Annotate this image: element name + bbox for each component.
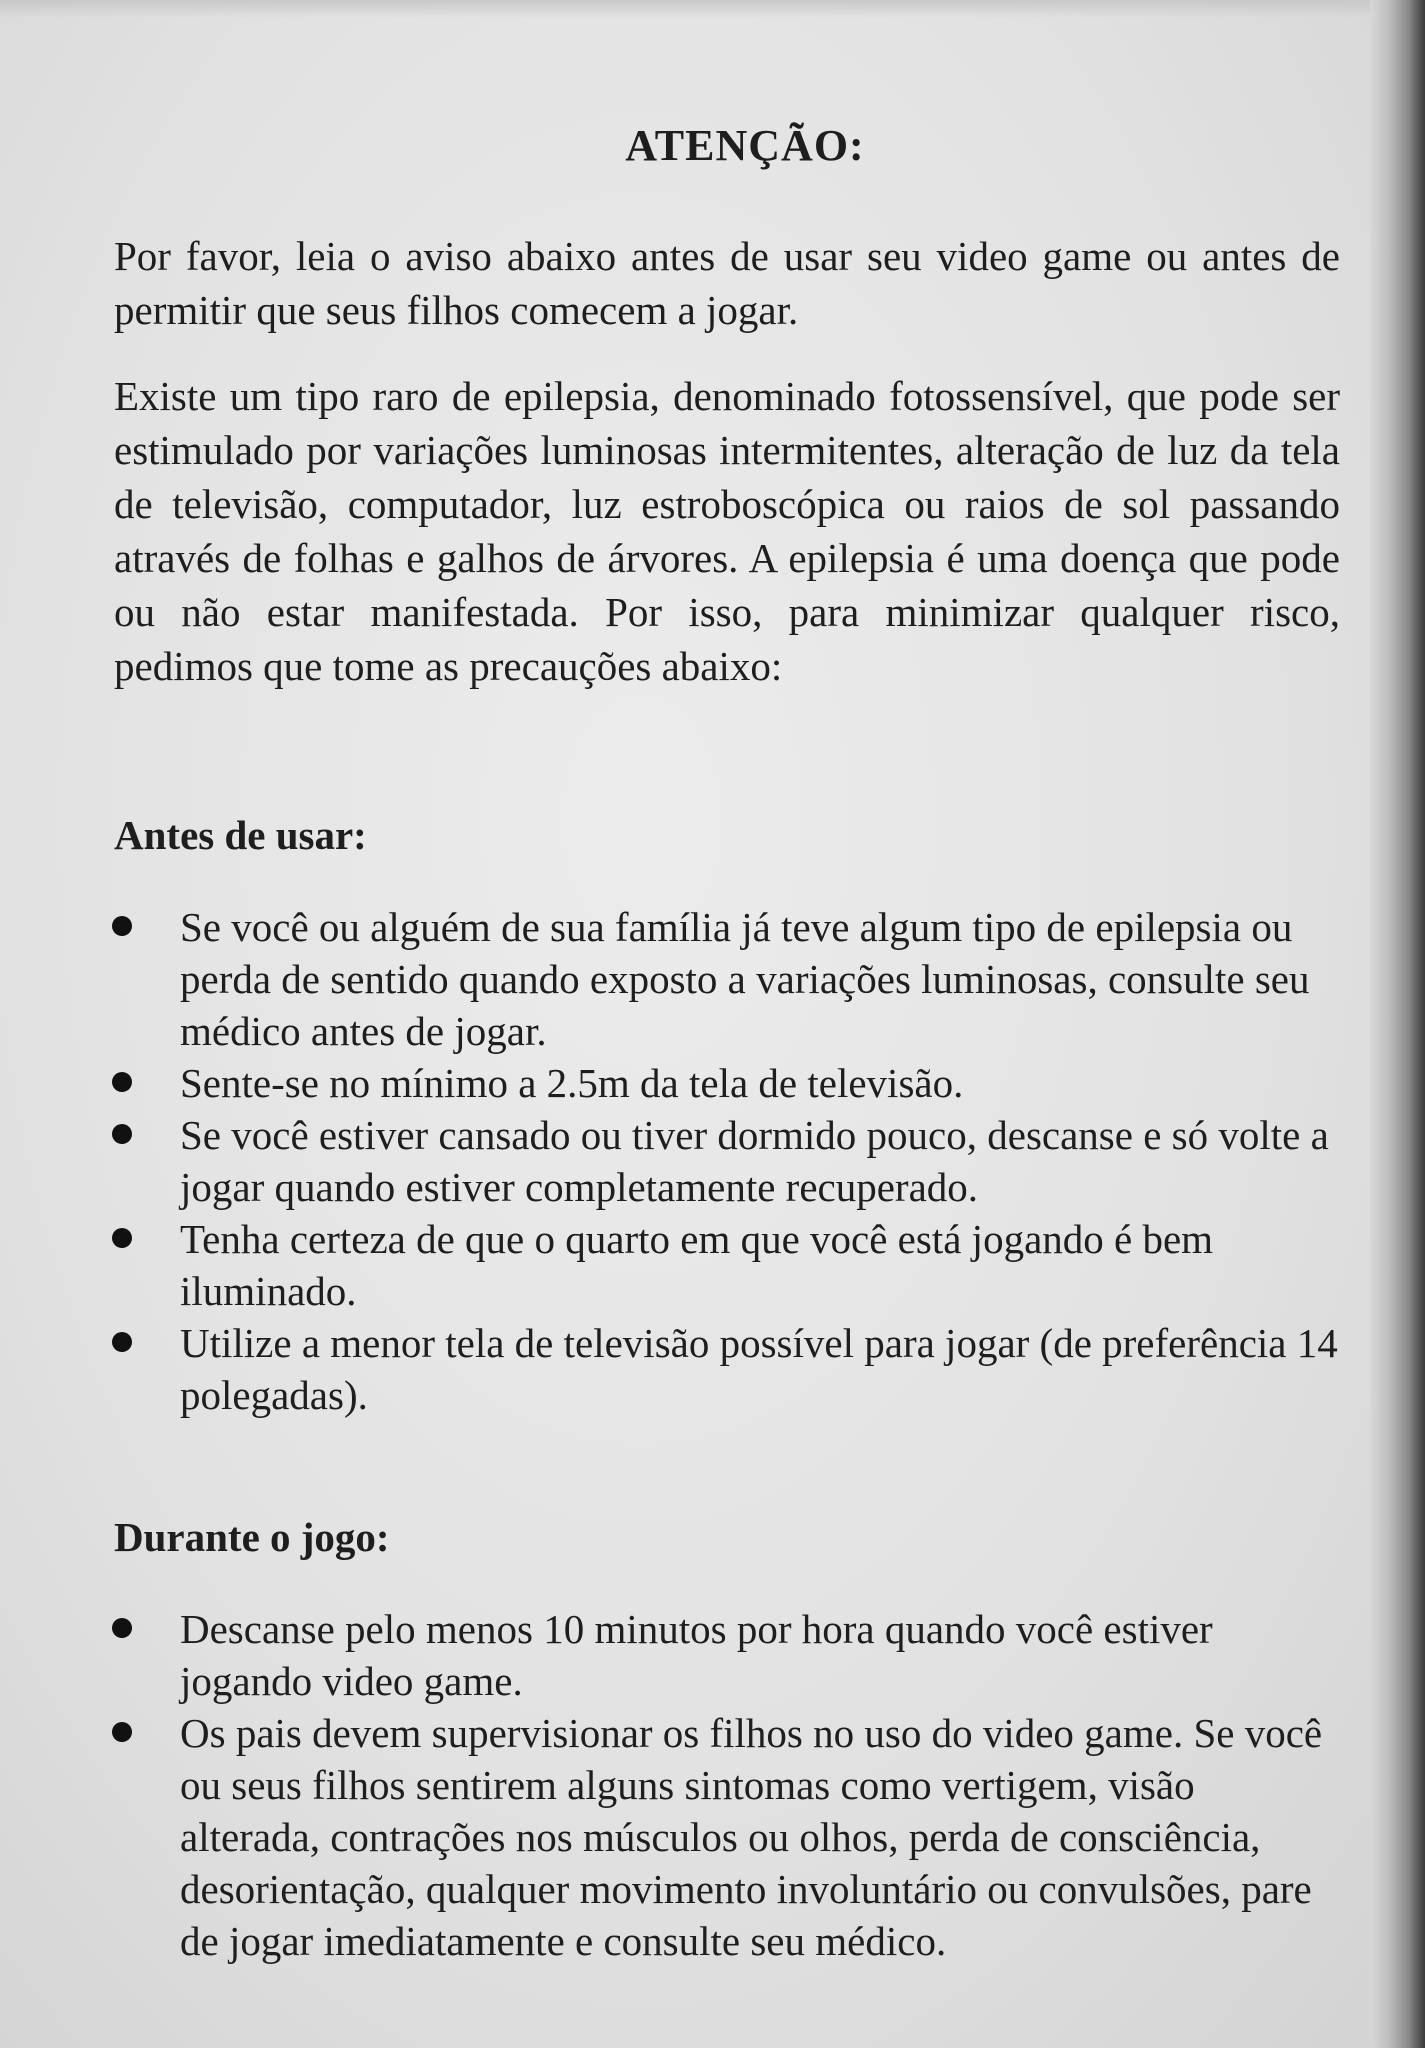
page-top-shadow	[0, 0, 1425, 18]
bullet-icon	[112, 916, 132, 936]
bullet-icon	[112, 1124, 132, 1144]
list-item-text: Se você ou alguém de sua família já teve algum tipo de epilepsia ou perda de sentido quando exposto a variações luminosas, consulte seu médico antes de jogar.	[180, 904, 1310, 1054]
during-game-list	[110, 1603, 1340, 1967]
before-use-heading: Antes de usar:	[114, 812, 367, 858]
list-item-text: Descanse pelo menos 10 minutos por hora quando você estiver jogando video game.	[180, 1606, 1213, 1704]
list-item	[110, 1109, 1340, 1213]
epilepsy-description: Existe um tipo raro de epilepsia, denominado fotossensível, que pode ser estimulado por variações luminosas intermitentes, alteração de luz da tela de televisão, computador, luz estroboscópica ou raios de sol passando através de folhas e galhos de árvores. A epilepsia é uma doença que pode ou não estar manifestada. Por isso, para minimizar qualquer risco, pedimos que tome as precauções abaixo:	[114, 373, 1340, 689]
page-binding-edge	[1370, 0, 1425, 2048]
list-item	[110, 1707, 1340, 1967]
before-use-list	[110, 901, 1340, 1421]
warning-content	[110, 120, 1340, 1967]
bullet-icon	[112, 1228, 132, 1248]
page-title: ATENÇÃO:	[625, 121, 865, 170]
list-item	[110, 1317, 1340, 1421]
during-game-heading: Durante o jogo:	[114, 1514, 390, 1560]
bullet-icon	[112, 1332, 132, 1352]
list-item-text: Tenha certeza de que o quarto em que você está jogando é bem iluminado.	[180, 1216, 1214, 1314]
list-item	[110, 1057, 1340, 1109]
list-item-text: Se você estiver cansado ou tiver dormido pouco, descanse e só volte a jogar quando estiver completamente recuperado.	[180, 1112, 1329, 1210]
list-item-text: Os pais devem supervisionar os filhos no uso do video game. Se você ou seus filhos sentirem alguns sintomas como vertigem, visão alterada, contrações nos músculos ou olhos, perda de consciência, desorientação, qualquer movimento involuntário ou convulsões, pare de jogar imediatamente e consulte seu médico.	[180, 1710, 1323, 1964]
list-item	[110, 1213, 1340, 1317]
list-item	[110, 1603, 1340, 1707]
bullet-icon	[112, 1072, 132, 1092]
list-item-text: Utilize a menor tela de televisão possível para jogar (de preferência 14 polegadas).	[180, 1320, 1338, 1418]
intro-paragraph: Por favor, leia o aviso abaixo antes de usar seu video game ou antes de permitir que seus filhos comecem a jogar.	[114, 233, 1340, 333]
list-item-text: Sente-se no mínimo a 2.5m da tela de televisão.	[180, 1060, 964, 1106]
bullet-icon	[112, 1722, 132, 1742]
bullet-icon	[112, 1618, 132, 1638]
list-item	[110, 901, 1340, 1057]
